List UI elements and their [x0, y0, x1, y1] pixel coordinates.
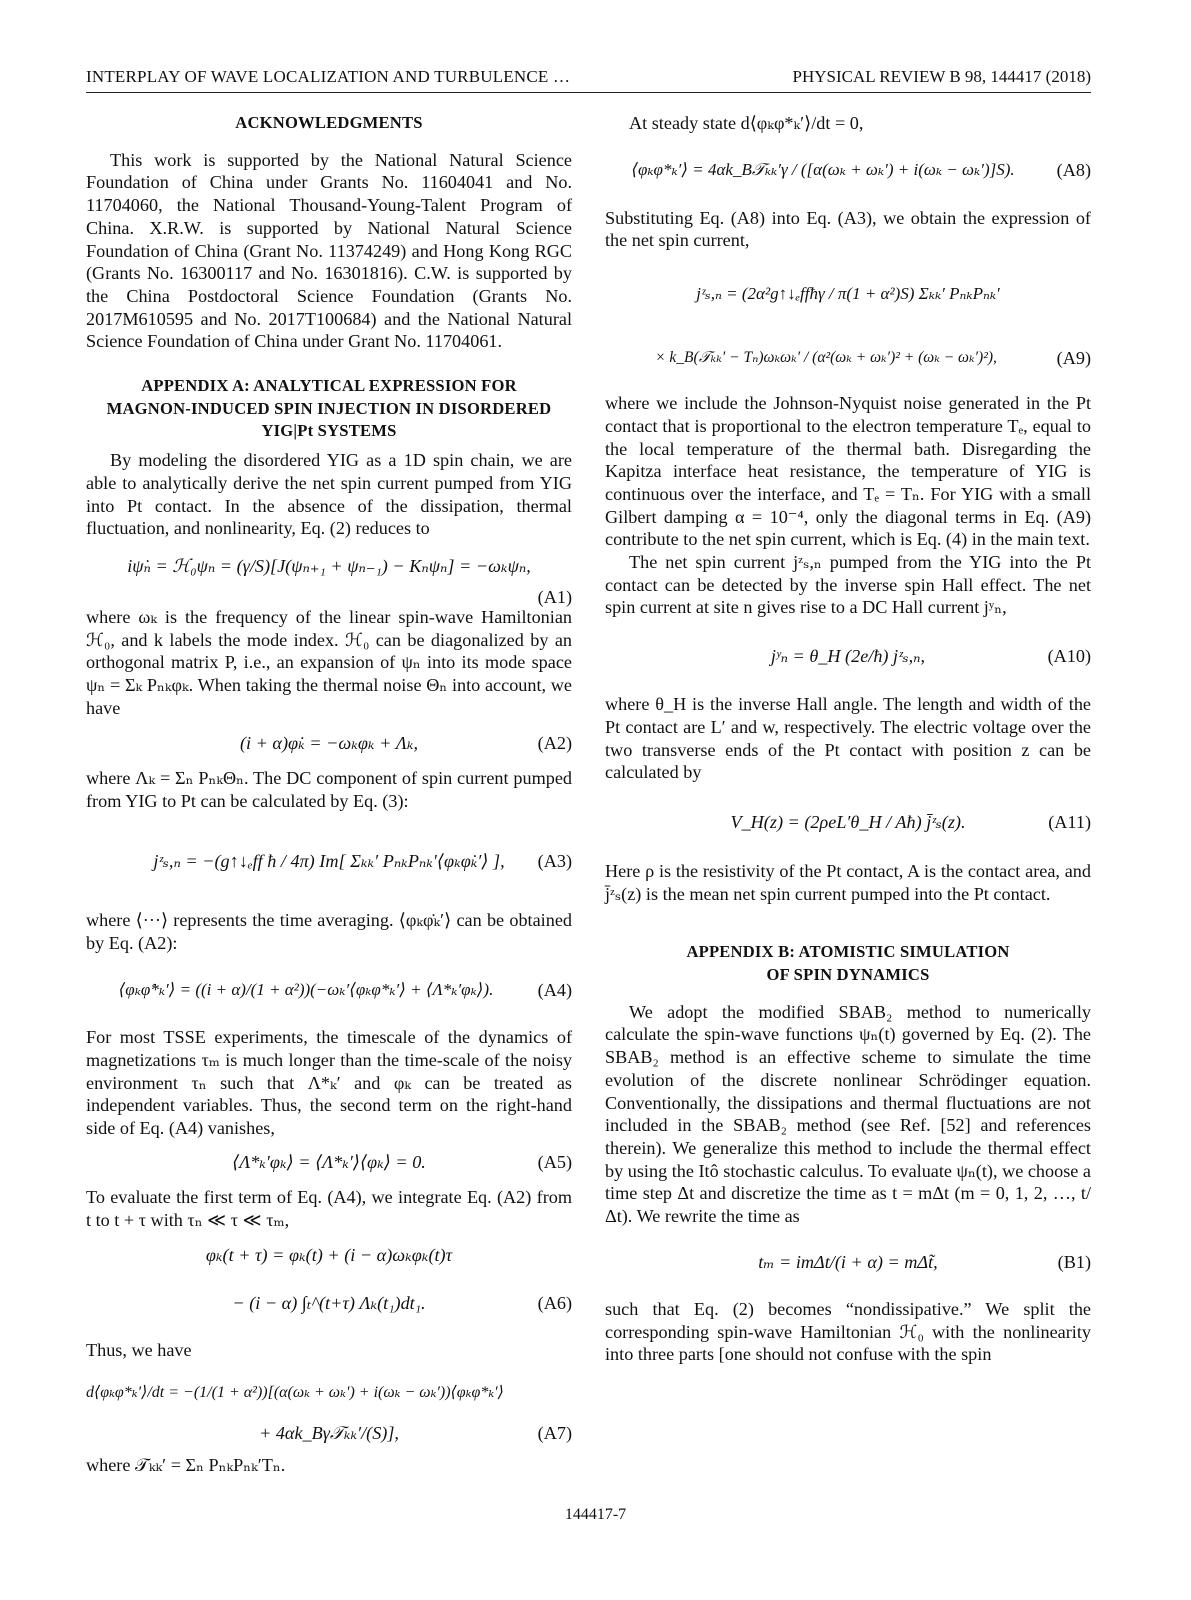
- ack-paragraph: This work is supported by the National Natural Science Foundation of China under Grants No. 11604041 and No. 11704060, the National Thousand-Young-Talent Program of China. X.R.W. is supported by National Natural Science Foundation of China (Grant No. 11374249) and Hong Kong RGC (Grants No. 16300117 and No. 16301816). C.W. is supported by the China Postdoctoral Science Foundation (Grants No. 2017M610595 and No. 2017T100684) and the National Natural Science Foundation of China under Grant No. 11704061.: [86, 149, 572, 352]
- equation-a7-line2: [86, 1418, 572, 1448]
- appendix-a-heading-line2: MAGNON-INDUCED SPIN INJECTION IN DISORDERED: [106, 398, 552, 418]
- equation-a7-line1: [86, 1368, 572, 1418]
- equation-number: (A9): [1056, 347, 1091, 368]
- equation-body: iψ̇ₙ = ℋ₀ψₙ = (γ/S)[J(ψₙ₊₁ + ψₙ₋₁) − Kₙψₙ] = −ωₖψₙ,: [127, 555, 531, 576]
- equation-a9-line1: [605, 258, 1091, 330]
- right-column: [605, 112, 1091, 1366]
- header-title: INTERPLAY OF WAVE LOCALIZATION AND TURBULENCE …: [86, 67, 571, 86]
- equation-body: (i + α)φ̇ₖ = −ωₖφₖ + Λₖ,: [239, 733, 419, 754]
- equation-body: ⟨Λ*ₖ′φₖ⟩ = ⟨Λ*ₖ′⟩⟨φₖ⟩ = 0.: [232, 1152, 426, 1173]
- equation-a6-line2: [86, 1273, 572, 1333]
- equation-a9-line2: [605, 330, 1091, 386]
- equation-a8: [605, 141, 1091, 201]
- equation-body: φₖ(t + τ) = φₖ(t) + (i − α)ωₖφₖ(t)τ: [205, 1244, 453, 1265]
- equation-body: d⟨φₖφ*ₖ′⟩/dt = −(1/(1 + α²))[(α(ωₖ + ωₖ′) + i(ωₖ − ωₖ′))⟨φₖφ*ₖ′⟩: [86, 1383, 504, 1401]
- appendix-b-heading-line1: APPENDIX B: ATOMISTIC SIMULATION: [686, 942, 1010, 962]
- equation-number: (A4): [537, 979, 572, 1000]
- equation-body: + 4αk_Bγ𝒯ₖₖ′/(S)],: [259, 1422, 399, 1443]
- equation-number: (A3): [537, 850, 572, 871]
- equation-body: × k_B(𝒯ₖₖ′ − Tₙ)ωₖωₖ′ / (α²(ωₖ + ωₖ′)² + (ωₖ − ωₖ′)²),: [655, 348, 997, 366]
- equation-number: (B1): [1057, 1252, 1091, 1273]
- paragraph: such that Eq. (2) becomes “nondissipative.” We split the corresponding spin-wave Hamiltonian ℋ₀ with the nonlinearity into three parts [one should not confuse with the spin: [605, 1298, 1091, 1365]
- equation-body: ⟨φₖφ̇*ₖ′⟩ = ((i + α)/(1 + α²))(−ωₖ′⟨φₖφ*ₖ′⟩ + ⟨Λ*ₖ′φₖ⟩).: [118, 979, 494, 999]
- equation-body: jʸₙ = θ_H (2e/ħ) jᶻₛ,ₙ,: [770, 645, 926, 666]
- equation-body: V_H(z) = (2ρeL′θ_H / Aħ) j̄ᶻₛ(z).: [730, 811, 966, 832]
- equation-a10: [605, 625, 1091, 687]
- paragraph: where Λₖ = Σₙ PₙₖΘₙ. The DC component of spin current pumped from YIG to Pt can be calculated by Eq. (3):: [86, 768, 572, 812]
- paragraph: where 𝒯ₖₖ′ = Σₙ PₙₖPₙₖ′Tₙ.: [86, 1454, 286, 1475]
- equation-number: (A8): [1056, 160, 1091, 181]
- equation-body: tₘ = imΔt/(i + α) = mΔt̃,: [758, 1252, 938, 1273]
- running-header: [86, 64, 1091, 93]
- equation-a3: [86, 819, 572, 903]
- paragraph: At steady state d⟨φₖφ*ₖ′⟩/dt = 0,: [629, 113, 864, 133]
- page-number: 144417-7: [564, 1506, 627, 1523]
- ack-heading: ACKNOWLEDGMENTS: [235, 113, 423, 132]
- appendix-b-heading-line2: OF SPIN DYNAMICS: [766, 965, 930, 985]
- left-column: [86, 112, 572, 1477]
- paragraph: where θ_H is the inverse Hall angle. The length and width of the Pt contact are L′ and w, respectively. The electric voltage over the two transverse ends of the Pt contact with position z can be calculated by: [605, 694, 1091, 783]
- equation-body: jᶻₛ,ₙ = −(g↑↓ₑff ħ / 4π) Im[ Σₖₖ′ PₙₖPₙₖ′⟨φₖφ̇ₖ′⟩ ],: [153, 850, 505, 871]
- equation-a5: [86, 1146, 572, 1180]
- equation-number: (A11): [1048, 811, 1091, 832]
- appendix-a-heading-line3: YIG|Pt SYSTEMS: [261, 421, 397, 441]
- paragraph: For most TSSE experiments, the timescale of the dynamics of magnetizations τₘ is much longer than the time-scale of the noisy environment τₙ such that Λ*ₖ′ and φₖ can be treated as independent variables. Thus, the second term on the right-hand side of Eq. (A4) vanishes,: [86, 1027, 572, 1139]
- equation-body: ⟨φₖφ*ₖ′⟩ = 4αk_B𝒯ₖₖ′γ / ([α(ωₖ + ωₖ′) + i(ωₖ − ωₖ′)]S).: [631, 160, 1015, 180]
- equation-number: (A6): [537, 1292, 572, 1313]
- paragraph: Thus, we have: [86, 1340, 192, 1361]
- equation-body: jᶻₛ,ₙ = (2α²g↑↓ₑffħγ / π(1 + α²)S) Σₖₖ′ PₙₖPₙₖ′: [696, 283, 1000, 303]
- equation-number: (A1): [537, 586, 572, 607]
- paragraph: Substituting Eq. (A8) into Eq. (A3), we obtain the expression of the net spin current,: [605, 207, 1091, 251]
- equation-number: (A2): [537, 733, 572, 754]
- paragraph: To evaluate the first term of Eq. (A4), we integrate Eq. (A2) from t to t + τ with τₙ ≪ τ ≪ τₘ,: [86, 1186, 572, 1230]
- equation-body: − (i − α) ∫ₜ^(t+τ) Λₖ(t₁)dt₁.: [232, 1292, 426, 1313]
- paragraph: where ⟨···⟩ represents the time averaging. ⟨φₖφ̇ₖ′⟩ can be obtained by Eq. (A2):: [86, 909, 572, 953]
- paragraph: Here ρ is the resistivity of the Pt contact, A is the contact area, and j̄ᶻₛ(z) is the mean net spin current pumped into the Pt contact.: [605, 860, 1091, 904]
- paragraph: By modeling the disordered YIG as a 1D spin chain, we are able to analytically derive the net spin current pumped from YIG into Pt contact. In the absence of the dissipation, thermal fluctuation, and nonlinearity, Eq. (2) reduces to: [86, 450, 572, 539]
- equation-a4: [86, 960, 572, 1020]
- paragraph: where we include the Johnson-Nyquist noise generated in the Pt contact that is proportional to the electron temperature Tₑ, equal to the local temperature of the thermal bath. Disregarding the Kapitza interface heat resistance, the temperature of YIG is continuous over the interface, and Tₑ = Tₙ. For YIG with a small Gilbert damping α = 10⁻⁴, only the diagonal terms in Eq. (A9) contribute to the net spin current, which is Eq. (4) in the main text.: [605, 393, 1091, 550]
- equation-a1: [86, 542, 572, 590]
- equation-a11: [605, 790, 1091, 854]
- header-journal: PHYSICAL REVIEW B 98, 144417 (2018): [792, 67, 1091, 86]
- equation-a1-number-row: [86, 588, 572, 606]
- paragraph: The net spin current jᶻₛ,ₙ pumped from the YIG into the Pt contact can be detected by the inverse spin Hall effect. The net spin current at site n gives rise to a DC Hall current jʸₙ,: [605, 552, 1091, 618]
- equation-number: (A7): [537, 1422, 572, 1443]
- equation-b1: [605, 1234, 1091, 1292]
- equation-a2: [86, 725, 572, 761]
- paragraph: We adopt the modified SBAB₂ method to numerically calculate the spin-wave functions ψₙ(t) governed by Eq. (2). The SBAB₂ method is an effective scheme to simulate the time evolution of the discrete nonlinear Schrödinger equation. Conventionally, the dissipations and thermal fluctuations are not included in the SBAB₂ method (see Ref. [52] and references therein). We generalize this method to include the thermal effect by using the Itô stochastic calculus. To evaluate ψₙ(t), we choose a time step Δt and discretize the time as t = mΔt (m = 0, 1, 2, …, t/Δt). We rewrite the time as: [605, 1001, 1091, 1227]
- appendix-a-heading-line1: APPENDIX A: ANALYTICAL EXPRESSION FOR: [141, 376, 517, 396]
- equation-a6-line1: [86, 1237, 572, 1273]
- equation-number: (A5): [537, 1152, 572, 1173]
- equation-number: (A10): [1047, 645, 1091, 666]
- paragraph: where ωₖ is the frequency of the linear spin-wave Hamiltonian ℋ₀, and k labels the mode index. ℋ₀ can be diagonalized by an orthogonal matrix P, i.e., an expansion of ψₙ into its mode space ψₙ = Σₖ Pₙₖφₖ. When taking the thermal noise Θₙ into account, we have: [86, 606, 572, 718]
